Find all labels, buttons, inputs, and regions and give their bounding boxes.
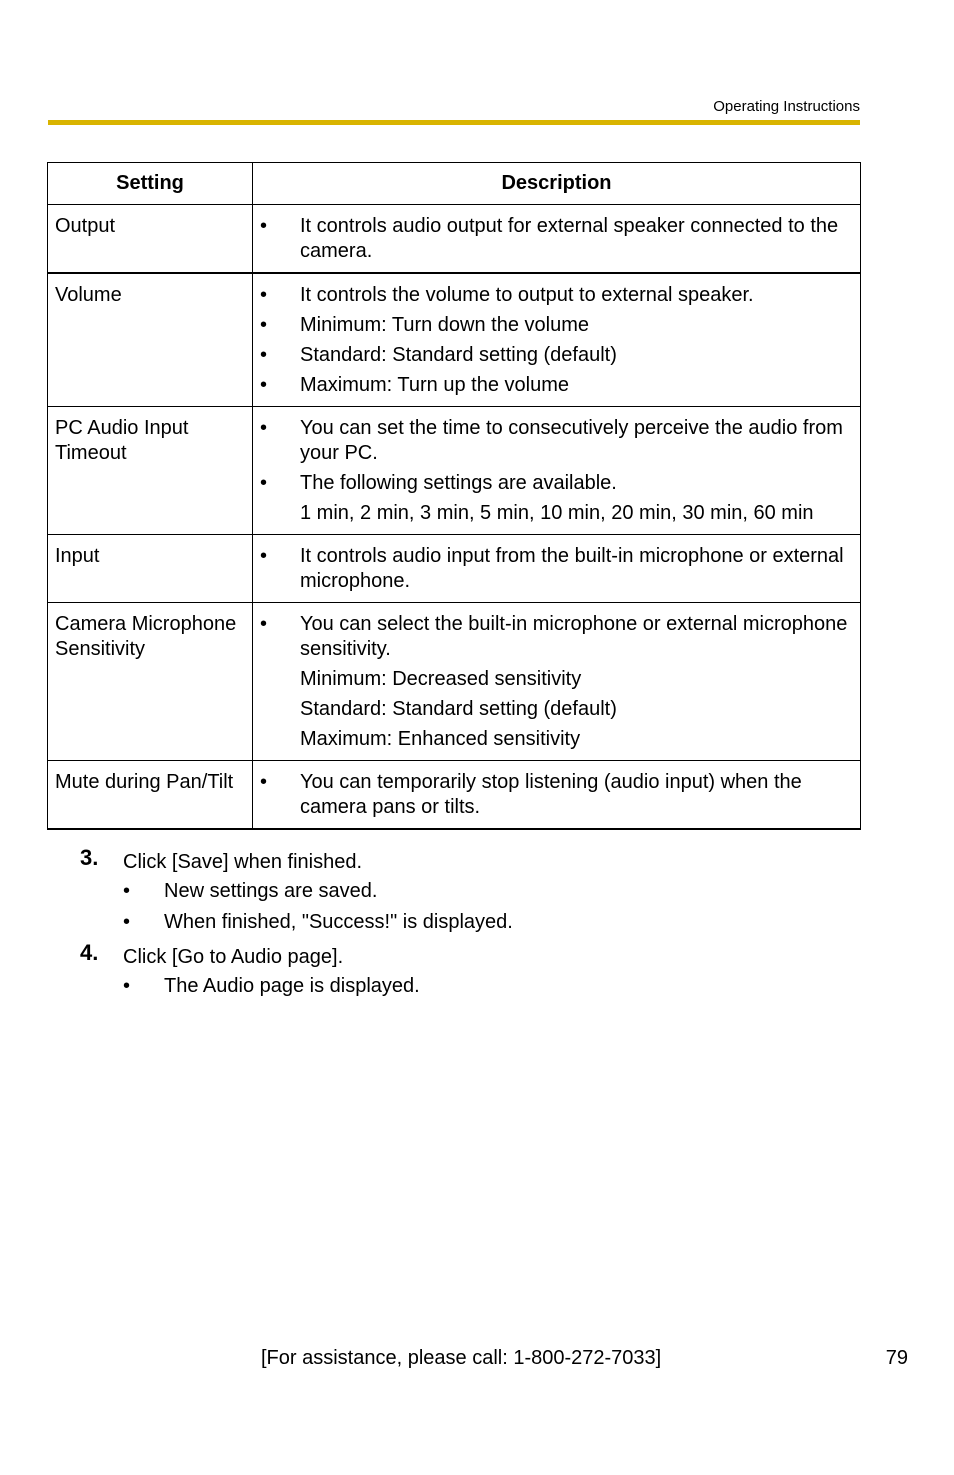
description-bullet: • You can temporarily stop listening (audio input) when the camera pans or tilts. bbox=[260, 771, 802, 818]
procedure-steps bbox=[80, 845, 513, 1005]
description-bullet: • You can set the time to consecutively perceive the audio from your PC. bbox=[260, 417, 843, 464]
table-row bbox=[48, 535, 861, 603]
bullet-icon: • bbox=[123, 975, 131, 997]
setting-description bbox=[253, 603, 861, 761]
bullet-icon: • bbox=[260, 545, 268, 567]
bullet-icon: • bbox=[260, 417, 268, 439]
description-bullet: • It controls audio output for external speaker connected to the camera. bbox=[260, 215, 839, 262]
step-number: 4. bbox=[80, 940, 99, 965]
step-text: Click [Go to Audio page]. bbox=[123, 946, 344, 968]
bullet-icon: • bbox=[260, 613, 268, 635]
description-bullet: • It controls the volume to output to external speaker. bbox=[260, 284, 754, 306]
step-bullet: • New settings are saved. bbox=[123, 880, 378, 902]
setting-description bbox=[253, 205, 861, 274]
bullet-icon: • bbox=[260, 314, 268, 336]
description-bullet: • The following settings are available. bbox=[260, 472, 617, 494]
setting-name: Mute during Pan/Tilt bbox=[48, 761, 253, 830]
bullet-icon: • bbox=[260, 472, 268, 494]
description-note: Maximum: Enhanced sensitivity bbox=[300, 728, 581, 750]
step-bullet: • When finished, "Success!" is displayed. bbox=[123, 911, 513, 933]
step-bullet: • The Audio page is displayed. bbox=[123, 975, 420, 997]
setting-name: Volume bbox=[48, 273, 253, 407]
setting-description bbox=[253, 535, 861, 603]
table-row bbox=[48, 761, 861, 830]
bullet-icon: • bbox=[260, 344, 268, 366]
header-rule bbox=[48, 120, 860, 125]
bullet-icon: • bbox=[260, 284, 268, 306]
step-number: 3. bbox=[80, 845, 99, 870]
column-header-description: Description bbox=[253, 163, 861, 205]
header-label: Operating Instructions bbox=[713, 98, 860, 115]
description-note: Minimum: Decreased sensitivity bbox=[300, 668, 582, 690]
setting-name: Camera Microphone Sensitivity bbox=[48, 603, 253, 761]
setting-name: Output bbox=[48, 205, 253, 274]
setting-description bbox=[253, 407, 861, 535]
table-row bbox=[48, 273, 861, 407]
setting-description bbox=[253, 761, 861, 830]
page-number: 79 bbox=[885, 1347, 908, 1369]
description-note: Standard: Standard setting (default) bbox=[300, 698, 617, 720]
description-bullet: • It controls audio input from the built-in microphone or external microphone. bbox=[260, 545, 844, 592]
step-4 bbox=[80, 940, 513, 1005]
settings-table bbox=[47, 162, 861, 830]
table-header-row bbox=[48, 163, 861, 205]
step-3 bbox=[80, 845, 513, 941]
description-bullet: • You can select the built-in microphone or external microphone sensitivity. bbox=[260, 613, 848, 660]
table-row bbox=[48, 407, 861, 535]
table-row bbox=[48, 603, 861, 761]
setting-name: PC Audio Input Timeout bbox=[48, 407, 253, 535]
table-row bbox=[48, 205, 861, 274]
bullet-icon: • bbox=[260, 374, 268, 396]
description-bullet: • Minimum: Turn down the volume bbox=[260, 314, 590, 336]
assistance-footer: [For assistance, please call: 1-800-272-7033] bbox=[261, 1347, 662, 1369]
setting-description bbox=[253, 273, 861, 407]
bullet-icon: • bbox=[260, 771, 268, 793]
description-bullet: • Standard: Standard setting (default) bbox=[260, 344, 617, 366]
description-bullet: • Maximum: Turn up the volume bbox=[260, 374, 569, 396]
setting-name: Input bbox=[48, 535, 253, 603]
step-text: Click [Save] when finished. bbox=[123, 851, 363, 873]
column-header-setting: Setting bbox=[48, 163, 253, 205]
bullet-icon: • bbox=[123, 880, 131, 902]
description-note: 1 min, 2 min, 3 min, 5 min, 10 min, 20 min, 30 min, 60 min bbox=[300, 502, 814, 524]
bullet-icon: • bbox=[123, 911, 131, 933]
bullet-icon: • bbox=[260, 215, 268, 237]
